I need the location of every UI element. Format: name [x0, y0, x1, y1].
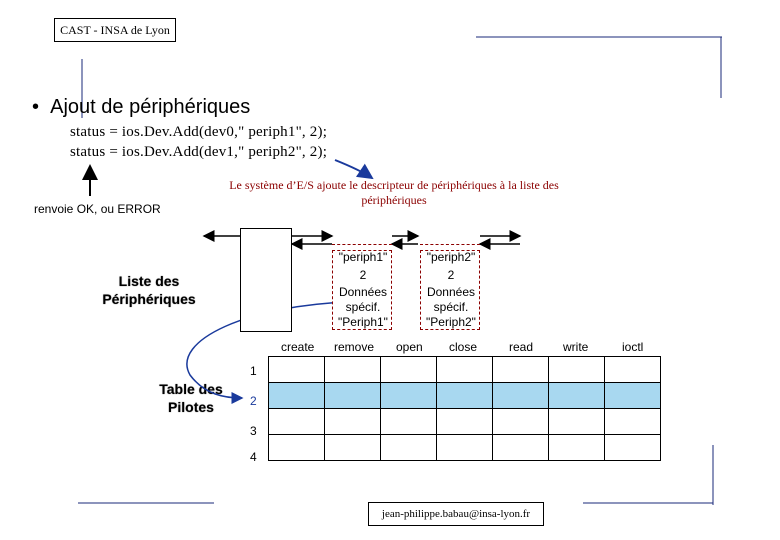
- note-arrow: [335, 160, 372, 178]
- periph2-top-line: [420, 244, 480, 245]
- periph2-num: 2: [447, 268, 455, 282]
- driver-table: [268, 356, 661, 461]
- periph2-data-l1: Données: [426, 285, 476, 299]
- bullet-text: Ajout de périphériques: [50, 96, 251, 118]
- periph1-data-l1: Données: [338, 285, 388, 299]
- row-num-1: 1: [250, 364, 257, 378]
- periph1-top-line: [332, 244, 392, 245]
- col-ioctl: ioctl: [622, 340, 644, 354]
- periph1-data-l2: spécif.: [345, 300, 381, 314]
- periph1-data-l3: "Periph1": [338, 315, 388, 329]
- footer-email: jean-philippe.babau@insa-lyon.fr: [381, 508, 531, 520]
- table-row: [269, 409, 661, 435]
- col-close: close: [449, 340, 478, 354]
- liste-label-line2: Périphériques: [102, 291, 196, 307]
- list-head-box: [240, 228, 292, 332]
- row-num-3: 3: [250, 424, 257, 438]
- periph2-data-l3: "Periph2": [426, 315, 476, 329]
- periph1-num: 2: [359, 268, 367, 282]
- periph2-name: "periph2": [426, 250, 476, 264]
- code-line-2: status = ios.Dev.Add(dev1," periph2", 2);: [70, 144, 328, 160]
- table-row-highlighted: [269, 383, 661, 409]
- footer-box: [368, 502, 544, 526]
- returns-text: renvoie OK, ou ERROR: [34, 202, 161, 216]
- row-num-2: 2: [250, 394, 257, 408]
- periph2-data-l2: spécif.: [433, 300, 469, 314]
- bullet-heading: • Ajout de périphériques: [32, 96, 251, 118]
- col-create: create: [281, 340, 315, 354]
- header-text: CAST - INSA de Lyon: [60, 23, 170, 37]
- table-row: [269, 357, 661, 383]
- col-write: write: [563, 340, 589, 354]
- liste-label-line1: Liste des: [118, 273, 180, 289]
- code-line-1: status = ios.Dev.Add(dev0," periph1", 2);: [70, 124, 328, 140]
- table-row: [269, 435, 661, 461]
- row-num-4: 4: [250, 450, 257, 464]
- periph1-name: "periph1": [338, 250, 388, 264]
- table-label-line2: Pilotes: [168, 399, 214, 415]
- col-open: open: [396, 340, 423, 354]
- col-remove: remove: [334, 340, 375, 354]
- table-label-line1: Table des: [159, 381, 223, 397]
- periph1-data: [320, 285, 406, 330]
- periph2-data: [408, 285, 494, 330]
- note-text: Le système d’E/S ajoute le descripteur de périphériques à la liste des périphériques: [229, 178, 559, 207]
- col-read: read: [509, 340, 534, 354]
